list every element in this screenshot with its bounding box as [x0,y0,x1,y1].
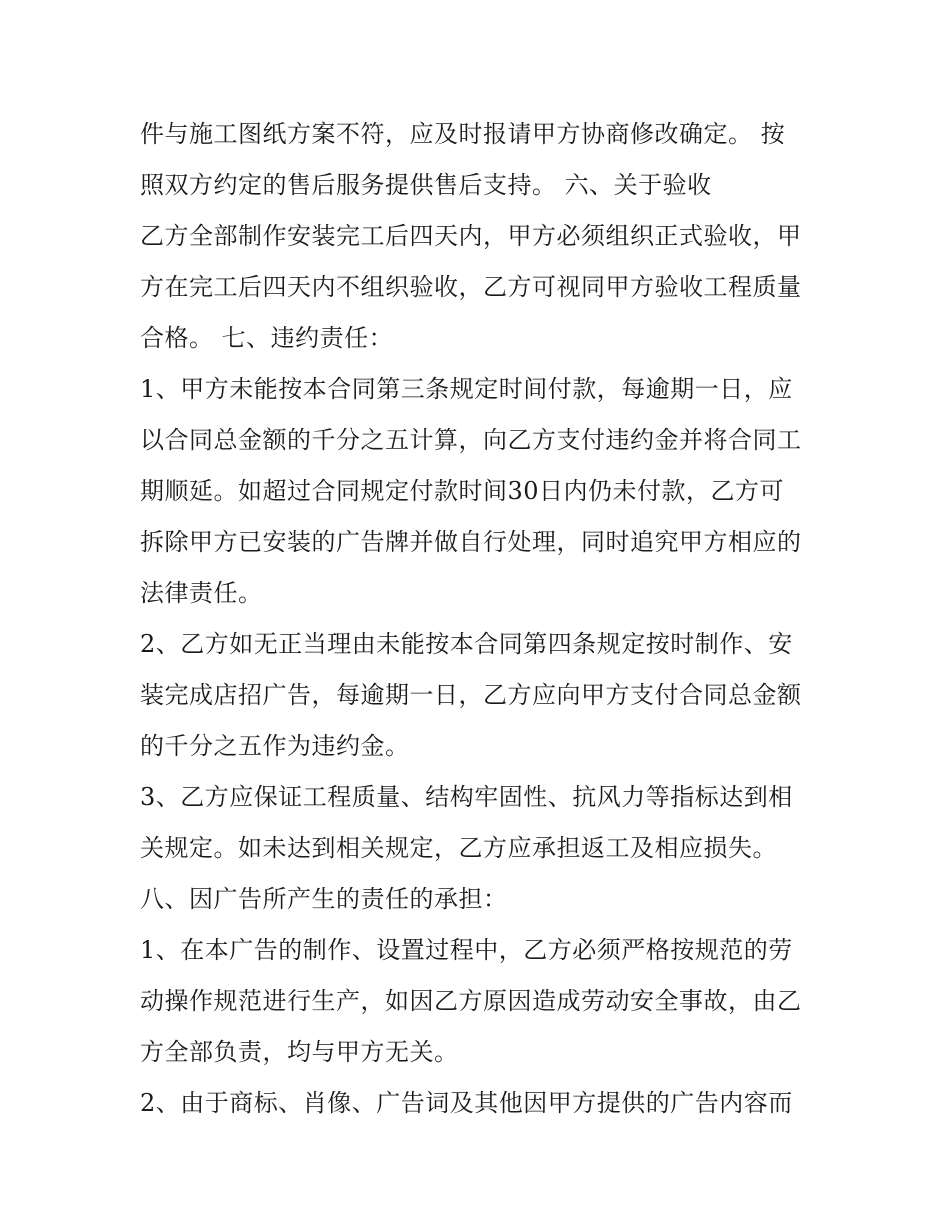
text-line: 法律责任。 [140,579,263,607]
text-line: 期顺延。如超过合同规定付款时间30日内仍未付款，乙方可 [140,477,785,505]
text-line: 方全部负责，均与甲方无关。 [140,1038,459,1066]
text-line: 八、因广告所产生的责任的承担： [140,885,508,913]
text-line: 2、由于商标、肖像、广告词及其他因甲方提供的广告内容而 [140,1089,793,1117]
text-line: 装完成店招广告，每逾期一日，乙方应向甲方支付合同总金额 [140,681,802,709]
contract-text [140,109,830,1129]
text-line: 2、乙方如无正当理由未能按本合同第四条规定按时制作、安 [140,630,793,658]
text-line: 合格。 七、违约责任： [140,324,394,352]
text-line: 1、甲方未能按本合同第三条规定时间付款，每逾期一日，应 [140,375,793,403]
text-line: 方在完工后四天内不组织验收，乙方可视同甲方验收工程质量 [140,273,802,301]
text-line: 3、乙方应保证工程质量、结构牢固性、抗风力等指标达到相 [140,783,793,811]
text-line: 以合同总金额的千分之五计算，向乙方支付违约金并将合同工 [140,426,802,454]
text-line: 关规定。如未达到相关规定，乙方应承担返工及相应损失。 [140,834,777,862]
text-line: 拆除甲方已安装的广告牌并做自行处理，同时追究甲方相应的 [140,528,802,556]
text-line: 1、在本广告的制作、设置过程中，乙方必须严格按规范的劳 [140,936,793,964]
text-line: 照双方约定的售后服务提供售后支持。 六、关于验收 [140,171,712,199]
text-line: 乙方全部制作安装完工后四天内，甲方必须组织正式验收，甲 [140,222,802,250]
text-line: 动操作规范进行生产，如因乙方原因造成劳动安全事故，由乙 [140,987,802,1015]
text-line: 件与施工图纸方案不符，应及时报请甲方协商修改确定。 按 [140,120,786,148]
text-line: 的千分之五作为违约金。 [140,732,410,760]
